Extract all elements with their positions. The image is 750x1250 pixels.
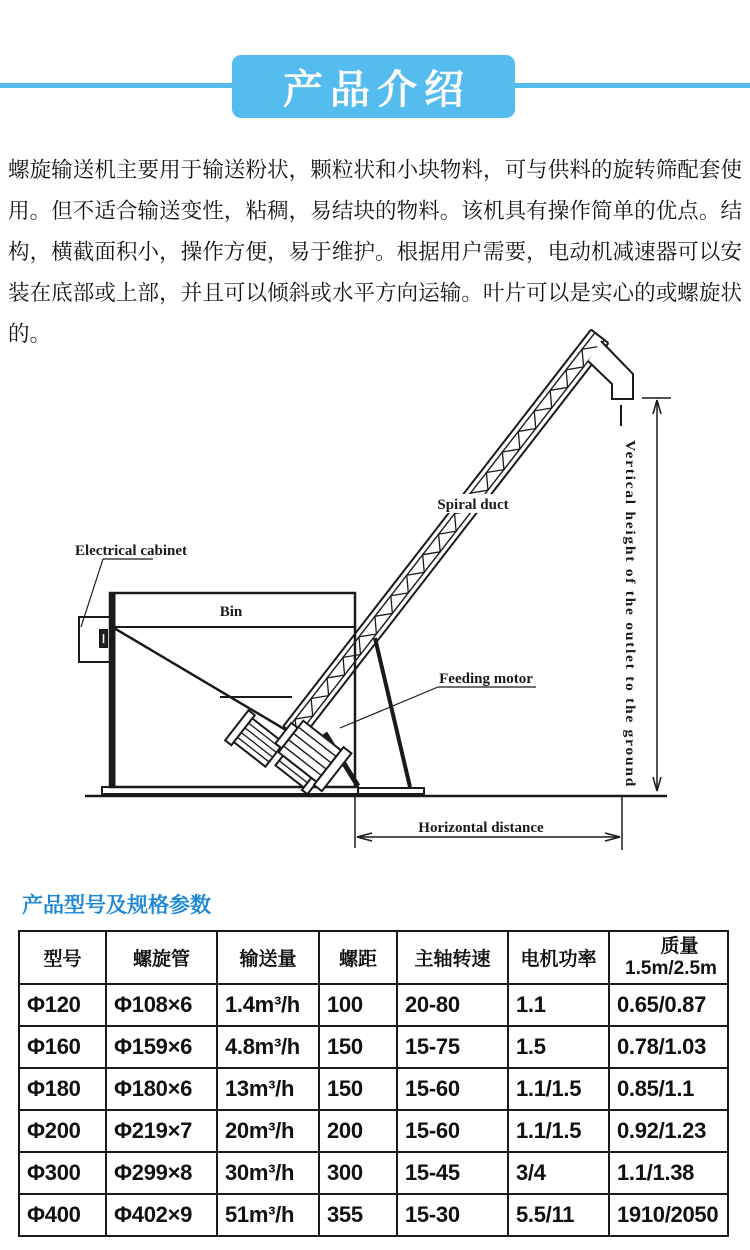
table-cell: Φ299×8	[106, 1152, 217, 1194]
table-cell: 0.85/1.1	[609, 1068, 728, 1110]
spec-table	[18, 930, 729, 1237]
table-cell: Φ402×9	[106, 1194, 217, 1236]
table-cell: 15-75	[397, 1026, 508, 1068]
horizontal-distance-label: Horizontal distance	[418, 820, 544, 836]
table-cell: 100	[319, 984, 397, 1026]
feeding-motor-assembly	[225, 710, 351, 794]
intro-paragraph: 螺旋输送机主要用于输送粉状，颗粒状和小块物料，可与供料的旋转筛配套使用。但不适合输送变性，粘稠，易结块的物料。该机具有操作简单的优点。结构，横截面积小，操作方便，易于维护。根据用户需要，电动机减速器可以安装在底部或上部，并且可以倾斜或水平方向运输。叶片可以是实心的或螺旋状的。	[8, 158, 742, 346]
electrical-cabinet-label: Electrical cabinet	[74, 543, 188, 559]
table-cell: 20m³/h	[217, 1110, 319, 1152]
table-cell: 150	[319, 1026, 397, 1068]
table-cell: 15-60	[397, 1068, 508, 1110]
table-cell: 1.1/1.5	[508, 1068, 609, 1110]
page-title-banner	[232, 55, 515, 118]
table-cell: 13m³/h	[217, 1068, 319, 1110]
spiral-duct-label: Spiral duct	[437, 497, 509, 513]
table-cell: 15-45	[397, 1152, 508, 1194]
support-foot-plate	[358, 788, 424, 794]
table-cell: 30m³/h	[217, 1152, 319, 1194]
table-cell: 51m³/h	[217, 1194, 319, 1236]
vertical-height-label: Vertical height of the outlet to the ground	[622, 440, 637, 752]
table-cell: Φ180×6	[106, 1068, 217, 1110]
table-cell: 300	[319, 1152, 397, 1194]
hopper-slope	[114, 628, 291, 733]
table-cell: Φ108×6	[106, 984, 217, 1026]
column-header: 型号	[19, 931, 106, 984]
table-row	[19, 1110, 728, 1152]
table-cell: 200	[319, 1110, 397, 1152]
table-cell: 1.5	[508, 1026, 609, 1068]
feeding-motor-label: Feeding motor	[439, 671, 533, 687]
table-cell: 1.1	[508, 984, 609, 1026]
table-cell: 1.4m³/h	[217, 984, 319, 1026]
table-cell: 1.1/1.38	[609, 1152, 728, 1194]
table-cell: Φ400	[19, 1194, 106, 1236]
column-header: 主轴转速	[397, 931, 508, 984]
section-title: 产品型号及规格参数	[22, 894, 211, 917]
table-cell: 1.1/1.5	[508, 1110, 609, 1152]
table-cell: 0.65/0.87	[609, 984, 728, 1026]
table-cell: 0.78/1.03	[609, 1026, 728, 1068]
table-cell: 150	[319, 1068, 397, 1110]
column-header: 输送量	[217, 931, 319, 984]
table-cell: Φ120	[19, 984, 106, 1026]
table-cell: Φ160	[19, 1026, 106, 1068]
conveyor-diagram	[0, 325, 750, 870]
table-cell: Φ300	[19, 1152, 106, 1194]
table-cell: 0.92/1.23	[609, 1110, 728, 1152]
outlet-spout	[588, 341, 633, 399]
column-header: 螺旋管	[106, 931, 217, 984]
column-header-mass: 质量 1.5m/2.5m	[609, 931, 728, 984]
bin-label: Bin	[219, 604, 243, 620]
table-cell: 20-80	[397, 984, 508, 1026]
table-cell: 1910/2050	[609, 1194, 728, 1236]
spec-table-body	[19, 984, 728, 1236]
table-cell: Φ200	[19, 1110, 106, 1152]
table-row	[19, 984, 728, 1026]
table-row	[19, 1068, 728, 1110]
table-row	[19, 1026, 728, 1068]
column-header: 螺距	[319, 931, 397, 984]
table-cell: Φ180	[19, 1068, 106, 1110]
table-cell: 5.5/11	[508, 1194, 609, 1236]
table-row	[19, 1194, 728, 1236]
table-cell: 4.8m³/h	[217, 1026, 319, 1068]
support-strut-right	[375, 638, 410, 787]
table-cell: 15-30	[397, 1194, 508, 1236]
table-cell: Φ159×6	[106, 1026, 217, 1068]
spec-table-header-row	[19, 931, 728, 984]
column-header: 电机功率	[508, 931, 609, 984]
table-cell: 15-60	[397, 1110, 508, 1152]
table-row	[19, 1152, 728, 1194]
table-cell: 355	[319, 1194, 397, 1236]
page-title: 产品介绍	[283, 68, 471, 112]
table-cell: Φ219×7	[106, 1110, 217, 1152]
table-cell: 3/4	[508, 1152, 609, 1194]
